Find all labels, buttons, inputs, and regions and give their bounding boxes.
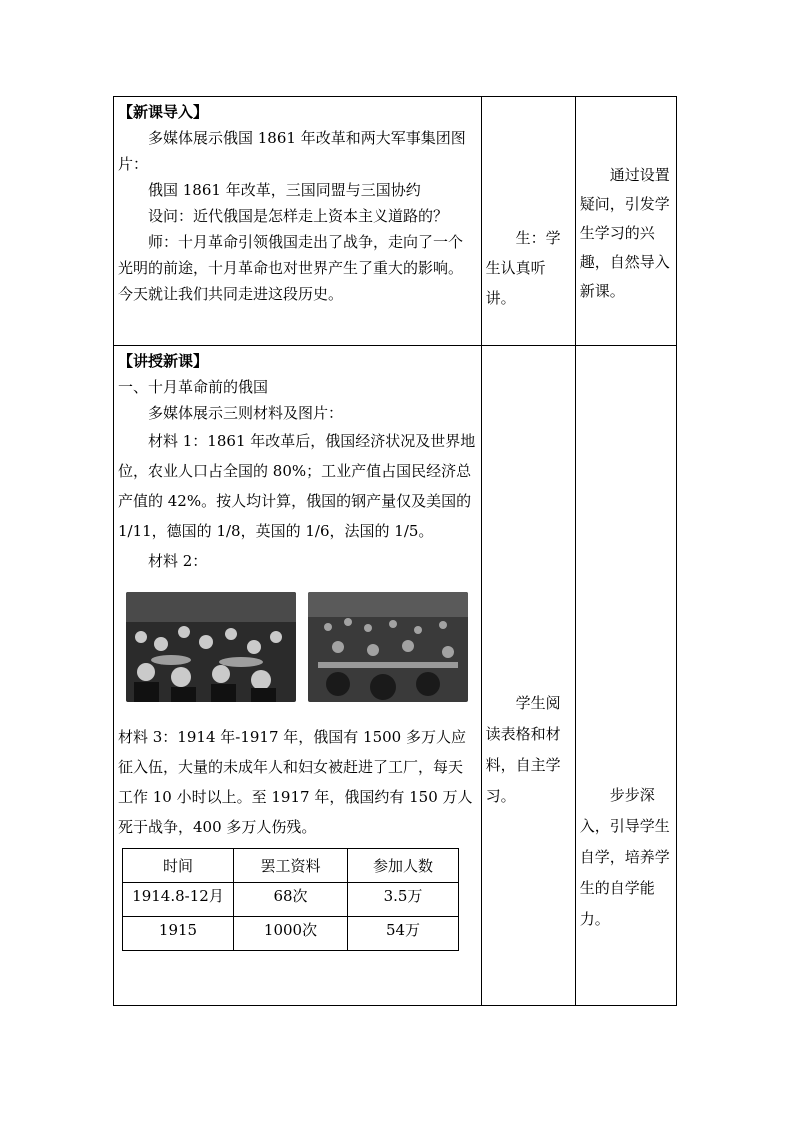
design-purpose-cell	[575, 346, 676, 1006]
strike-table	[122, 848, 459, 951]
banquet-photo-2	[308, 592, 468, 702]
cell-time: 1915	[123, 917, 234, 951]
intro-line-2: 俄国 1861 年改革，三国同盟与三国协约	[148, 181, 421, 199]
cell-strikes: 68次	[234, 883, 348, 917]
header-time: 时间	[123, 849, 234, 883]
lecture-row	[114, 346, 677, 1006]
subsection-title: 一、十月革命前的俄国	[118, 378, 269, 396]
student-activity-cell	[481, 346, 575, 1006]
student-activity-text: 学生阅读表格和材料，自主学习。	[485, 694, 561, 805]
table-row	[123, 917, 459, 951]
intro-line-4: 师：十月革命引领俄国走出了战争，走向了一个光明的前途，十月革命也对世界产生了重大的影响。今天就让我们共同走进这段历史。	[118, 233, 464, 303]
section-heading: 【新课导入】	[118, 103, 209, 121]
intro-row	[114, 97, 677, 346]
material-2-photos	[118, 576, 477, 704]
cell-participants: 54万	[348, 917, 459, 951]
table-row	[123, 883, 459, 917]
design-purpose-text: 步步深入，引导学生自学，培养学生的自学能力。	[579, 786, 670, 928]
material-2-label: 材料 2：	[148, 552, 208, 570]
material-3: 材料 3：1914 年-1917 年，俄国有 1500 多万人应征入伍，大量的未成年人和妇女被赶进了工厂，每天工作 10 小时以上。至 1917 年，俄国约有 150 万人死于战争，400 多万人伤残。	[118, 728, 473, 836]
material-1: 材料 1：1861 年改革后，俄国经济状况及世界地位，农业人口占全国的 80%；工业产值占国民经济总产值的 42%。按人均计算，俄国的钢产量仅及美国的 1/11，德国的 1/8，英国的 1/6，法国的 1/5。	[118, 432, 476, 540]
strike-table-header	[123, 849, 459, 883]
section-heading: 【讲授新课】	[118, 352, 209, 370]
cell-time: 1914.8-12月	[123, 883, 234, 917]
lesson-plan-table	[113, 96, 677, 1006]
student-activity-cell	[481, 97, 575, 346]
student-activity-text: 生：学生认真听讲。	[485, 229, 561, 307]
teacher-activity-cell	[114, 346, 482, 1006]
cell-participants: 3.5万	[348, 883, 459, 917]
header-strikes: 罢工资料	[234, 849, 348, 883]
cell-strikes: 1000次	[234, 917, 348, 951]
header-participants: 参加人数	[348, 849, 459, 883]
teacher-activity-cell	[114, 97, 482, 346]
materials-intro: 多媒体展示三则材料及图片：	[148, 404, 344, 422]
design-purpose-cell	[575, 97, 676, 346]
design-purpose-text: 通过设置疑问，引发学生学习的兴趣，自然导入新课。	[579, 166, 670, 300]
intro-line-1: 多媒体展示俄国 1861 年改革和两大军事集团图片：	[118, 129, 466, 173]
intro-line-3: 设问：近代俄国是怎样走上资本主义道路的？	[148, 207, 449, 225]
banquet-photo-1	[126, 592, 296, 702]
